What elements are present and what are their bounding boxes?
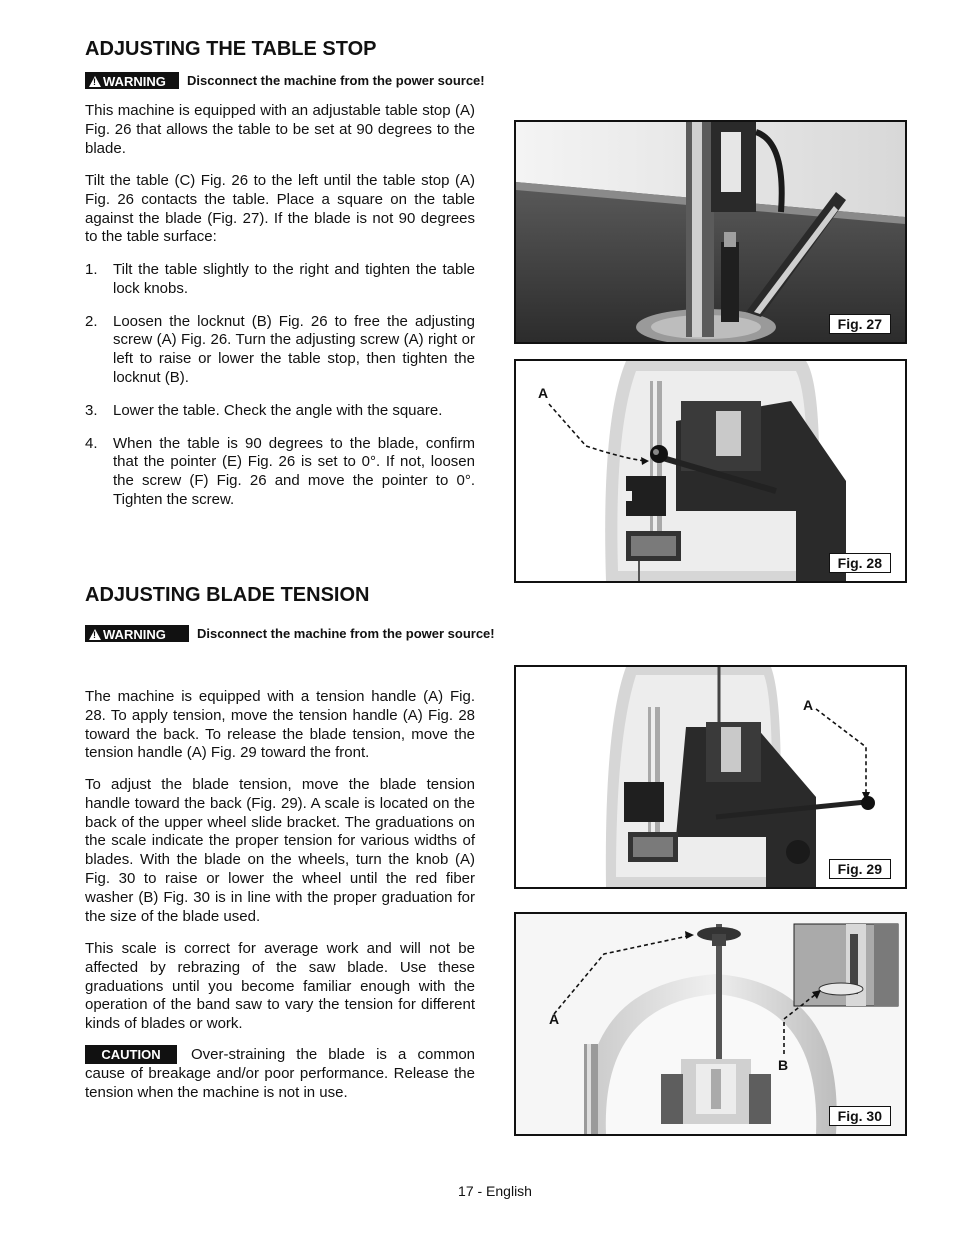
- step-text: Loosen the locknut (B) Fig. 26 to free the adjusting screw (A) Fig. 26. Turn the adjusting screw (A) right or left to raise or lower the table stop, then tighten the locknut (B).: [113, 312, 475, 386]
- warning-label: [85, 72, 179, 89]
- step-number: 3.: [85, 401, 98, 419]
- step-number: 4.: [85, 434, 98, 452]
- section-title-table-stop: ADJUSTING THE TABLE STOP: [85, 38, 377, 60]
- step-text: When the table is 90 degrees to the blade, confirm that the pointer (E) Fig. 26 is set to 0°. If not, loosen the screw (F) Fig. 26 and move the pointer to 0°. Tighten the screw.: [113, 434, 475, 508]
- callout-arrow-a: [516, 361, 905, 581]
- figure-30: [514, 912, 907, 1136]
- table-stop-instructions: Tilt the table (C) Fig. 26 to the left until the table stop (A) Fig. 26 contacts the table. Place a square on the table against the blade (Fig. 27). If the blade is not 90 degrees to the table surface:: [85, 172, 475, 246]
- table-with-square-photo: [516, 122, 905, 342]
- tension-adjust-instructions: To adjust the blade tension, move the blade tension handle toward the back (Fig. 29). A scale is located on the back of the upper wheel slide bracket. The graduations on the scale indicate the proper tension for various widths of blades. With the blade on the wheels, turn the knob (A) Fig. 30 to raise or lower the wheel until the red fiber washer (B) Fig. 30 is in line with the proper graduation for the size of the blade used.: [85, 776, 475, 925]
- warning-banner: [85, 72, 485, 89]
- warning-label: [85, 625, 189, 642]
- warning-label-text: WARNING: [103, 73, 166, 89]
- warning-text: Disconnect the machine from the power source!: [187, 73, 485, 88]
- step-item: [85, 261, 475, 299]
- caution-text: Over-straining the blade is a common cause of breakage and/or poor performance. Release the tension when the machine is not in use.: [85, 1046, 475, 1101]
- callout-b-label: B: [778, 1057, 789, 1073]
- page-footer: 17 - English: [458, 1183, 532, 1199]
- step-item: [85, 402, 475, 421]
- figure-29: [514, 665, 907, 889]
- callout-arrows: [516, 914, 905, 1134]
- step-item: [85, 435, 475, 510]
- warning-triangle-icon: [89, 76, 101, 87]
- warning-label-text: WARNING: [103, 626, 166, 642]
- callout-a-label: A: [538, 385, 549, 401]
- warning-text: Disconnect the machine from the power source!: [197, 626, 495, 641]
- figure-29-label: Fig. 29: [829, 859, 891, 879]
- tension-scale-note: This scale is correct for average work and will not be affected by rebrazing of the saw blade. Use these graduations until you become familiar enough with the operation of the band saw to vary the tension for different kinds of blades or work.: [85, 940, 475, 1033]
- figure-27-label: Fig. 27: [829, 314, 891, 334]
- callout-arrow-a: [516, 667, 905, 887]
- step-text: Lower the table. Check the angle with the square.: [113, 401, 443, 419]
- warning-triangle-icon: [89, 629, 101, 640]
- table-stop-steps: [85, 261, 475, 524]
- tension-intro: The machine is equipped with a tension handle (A) Fig. 28. To apply tension, move the tension handle (A) Fig. 28 toward the back. To release the blade tension, move the tension handle (A) Fig. 29 toward the front.: [85, 688, 475, 762]
- step-item: [85, 313, 475, 388]
- callout-a-label: A: [549, 1011, 560, 1027]
- figure-30-label: Fig. 30: [829, 1106, 891, 1126]
- section-title-blade-tension: ADJUSTING BLADE TENSION: [85, 584, 370, 606]
- figure-27: [514, 120, 907, 344]
- figure-28-label: Fig. 28: [829, 553, 891, 573]
- caution-note: [85, 1045, 475, 1102]
- step-number: 2.: [85, 312, 98, 330]
- caution-label: CAUTION: [85, 1045, 177, 1064]
- warning-banner: [85, 625, 495, 642]
- table-stop-intro: This machine is equipped with an adjustable table stop (A) Fig. 26 that allows the table to be set at 90 degrees to the blade.: [85, 102, 475, 157]
- step-number: 1.: [85, 261, 98, 278]
- figure-28: [514, 359, 907, 583]
- step-text: Tilt the table slightly to the right and tighten the table lock knobs.: [113, 261, 475, 297]
- callout-a-label: A: [803, 697, 814, 713]
